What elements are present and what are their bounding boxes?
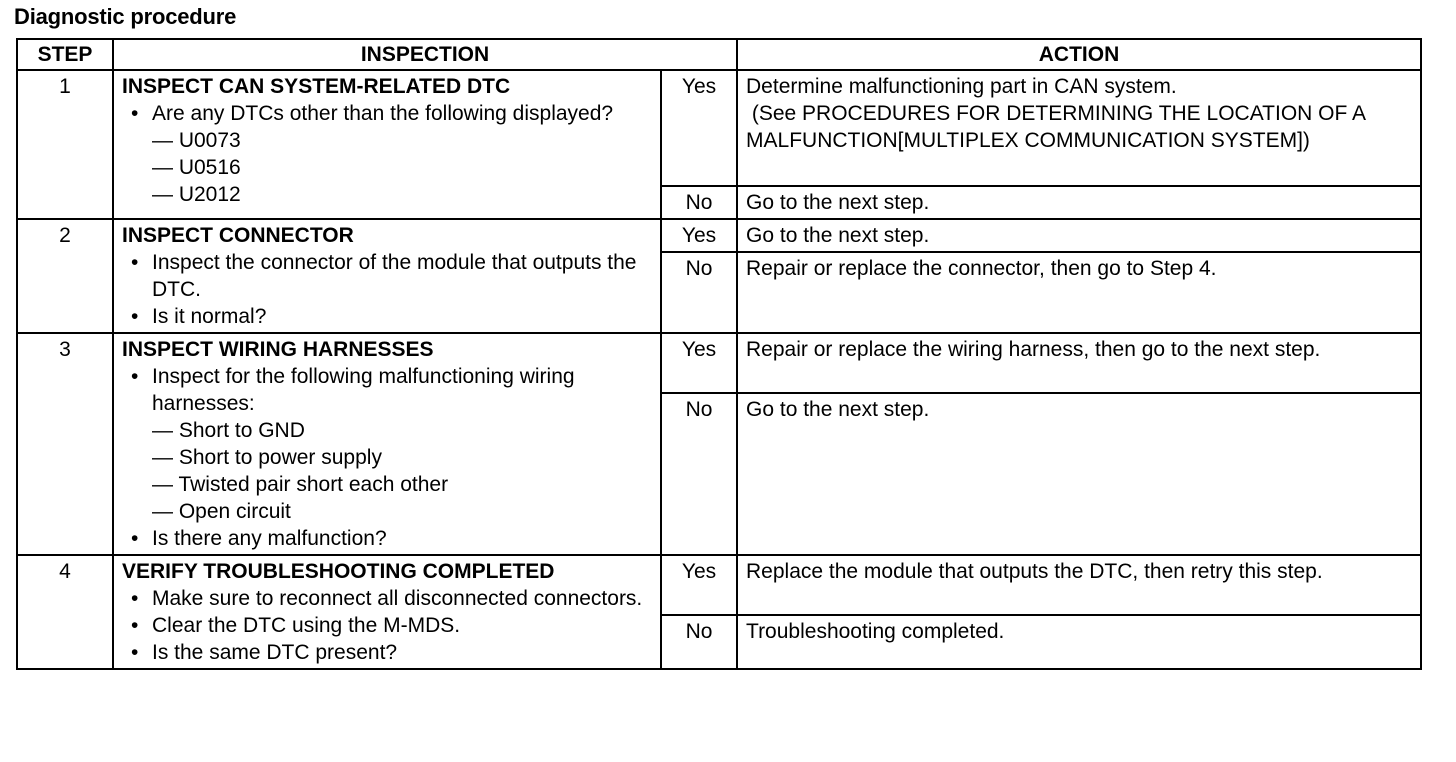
yes-label: Yes <box>661 555 737 615</box>
no-action: Troubleshooting completed. <box>737 615 1421 669</box>
no-action: Go to the next step. <box>737 186 1421 219</box>
inspection-bullets <box>122 363 652 552</box>
inspection-title: VERIFY TROUBLESHOOTING COMPLETED <box>122 560 555 583</box>
header-inspection: INSPECTION <box>113 39 737 70</box>
no-label: No <box>661 252 737 333</box>
yes-label: Yes <box>661 333 737 393</box>
header-step: STEP <box>17 39 113 70</box>
inspection-bullet <box>122 100 652 208</box>
sub-list <box>152 127 652 208</box>
inspection-bullets <box>122 249 652 330</box>
sub-list <box>152 417 652 525</box>
step-number: 1 <box>17 70 113 219</box>
inspection-bullet: • Is it normal? <box>122 303 652 330</box>
yes-action <box>737 70 1421 186</box>
inspection-cell <box>113 333 661 555</box>
no-action: Repair or replace the connector, then go to Step 4. <box>737 252 1421 333</box>
header-action: ACTION <box>737 39 1421 70</box>
table-row <box>17 219 1421 252</box>
inspection-title: INSPECT CONNECTOR <box>122 224 354 247</box>
step-number: 2 <box>17 219 113 333</box>
yes-label: Yes <box>661 70 737 186</box>
yes-label: Yes <box>661 219 737 252</box>
yes-action: Replace the module that outputs the DTC, then retry this step. <box>737 555 1421 615</box>
header-row <box>17 39 1421 70</box>
table-row <box>17 333 1421 393</box>
inspection-bullet: • Clear the DTC using the M-MDS. <box>122 612 652 639</box>
bullet-text: Inspect for the following malfunctioning wiring harnesses: <box>152 365 575 415</box>
sub-item: — Short to power supply <box>152 446 382 469</box>
sub-item: — U0073 <box>152 129 241 152</box>
inspection-bullet: • Make sure to reconnect all disconnected connectors. <box>122 585 652 612</box>
table-body <box>17 70 1421 669</box>
inspection-bullets <box>122 100 652 208</box>
inspection-title: INSPECT WIRING HARNESSES <box>122 338 434 361</box>
inspection-bullet: • Is there any malfunction? <box>122 525 652 552</box>
yes-action-line: (See PROCEDURES FOR DETERMINING THE LOCATION OF A MALFUNCTION[MULTIPLEX COMMUNICATION SYSTEM]) <box>746 102 1371 152</box>
yes-action: Repair or replace the wiring harness, then go to the next step. <box>737 333 1421 393</box>
inspection-bullet: • Inspect the connector of the module that outputs the DTC. <box>122 249 652 303</box>
no-label: No <box>661 393 737 555</box>
step-number: 3 <box>17 333 113 555</box>
sub-item: — Twisted pair short each other <box>152 473 449 496</box>
sub-item: — U2012 <box>152 183 241 206</box>
table-row <box>17 70 1421 186</box>
sub-item: — Short to GND <box>152 419 305 442</box>
inspection-bullet <box>122 363 652 525</box>
bullet-text: Are any DTCs other than the following displayed? <box>152 102 614 125</box>
no-label: No <box>661 186 737 219</box>
step-number: 4 <box>17 555 113 669</box>
no-action: Go to the next step. <box>737 393 1421 555</box>
yes-action: Go to the next step. <box>737 219 1421 252</box>
inspection-title: INSPECT CAN SYSTEM-RELATED DTC <box>122 75 511 98</box>
inspection-bullets <box>122 585 652 666</box>
inspection-cell <box>113 70 661 219</box>
diagnostic-procedure-table <box>16 38 1422 670</box>
table-row <box>17 555 1421 615</box>
yes-action-line: Determine malfunctioning part in CAN system. <box>746 75 1177 98</box>
page-title: Diagnostic procedure <box>14 4 237 29</box>
sub-item: — U0516 <box>152 156 241 179</box>
sub-item: — Open circuit <box>152 500 291 523</box>
no-label: No <box>661 615 737 669</box>
inspection-bullet: • Is the same DTC present? <box>122 639 652 666</box>
inspection-cell <box>113 219 661 333</box>
inspection-cell <box>113 555 661 669</box>
